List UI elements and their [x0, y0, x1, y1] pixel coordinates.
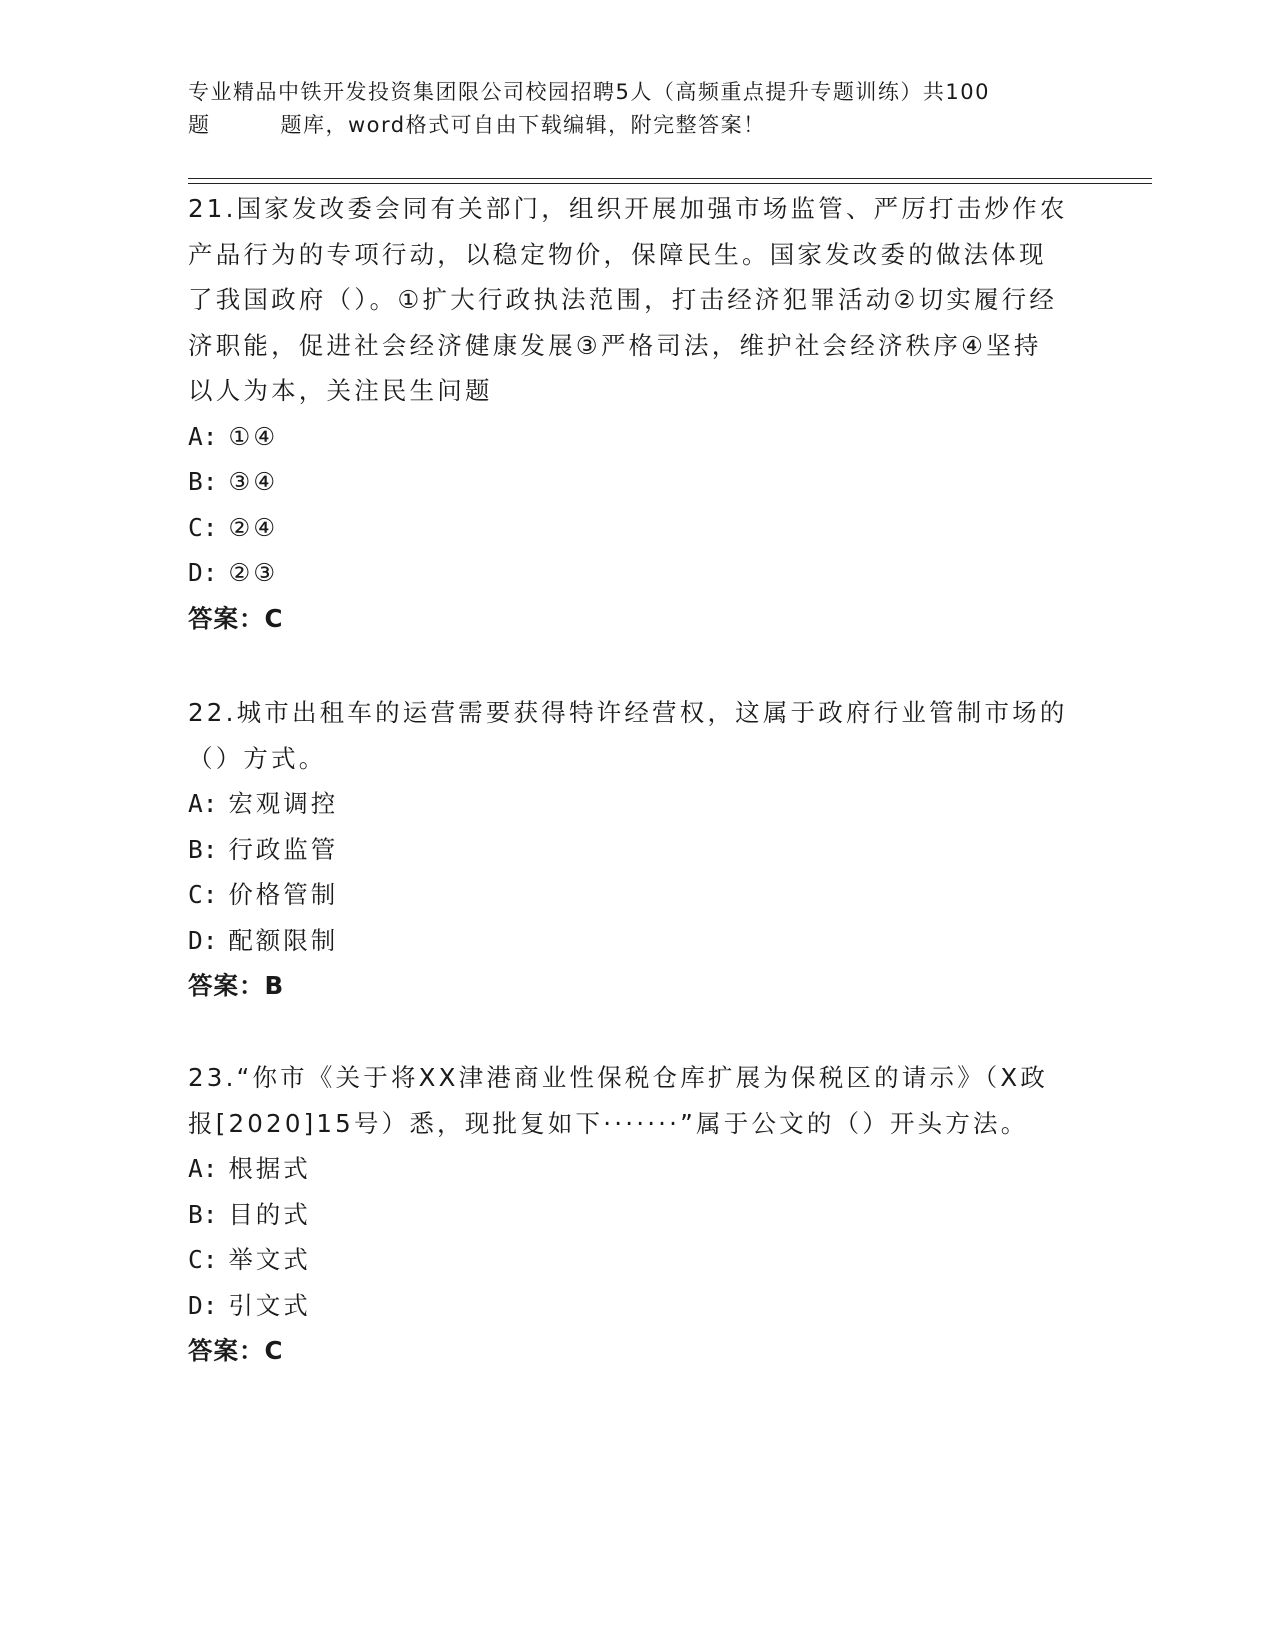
header-divider-top	[188, 178, 1152, 179]
option-key: C:	[188, 880, 218, 909]
option-key: A:	[188, 421, 218, 451]
option-d	[188, 550, 1068, 596]
option-key: D:	[188, 1290, 218, 1320]
option-b	[188, 827, 1068, 873]
header-subtitle-prefix: 题	[188, 113, 211, 137]
header-divider-bottom	[188, 183, 1152, 184]
answer-line: 答案：C	[188, 1336, 284, 1365]
answer-line: 答案：C	[188, 603, 284, 633]
question-stem: 23.“你市《关于将XX津港商业性保税仓库扩展为保税区的请示》（X政报[2020]15号）悉，现批复如下·······”属于公文的（）开头方法。	[188, 1063, 1049, 1138]
option-text: 配额限制	[228, 925, 339, 955]
option-b	[188, 1192, 1068, 1238]
option-text: 举文式	[228, 1245, 311, 1274]
option-key: B:	[188, 1199, 218, 1229]
option-text: 根据式	[228, 1154, 311, 1183]
option-d	[188, 1283, 1068, 1329]
question-stem: 21.国家发改委会同有关部门，组织开展加强市场监管、严厉打击炒作农产品行为的专项行动，以稳定物价，保障民生。国家发改委的做法体现了我国政府（）。①扩大行政执法范围，打击经济犯罪活动②切实履行经济职能，促进社会经济健康发展③严格司法，维护社会经济秩序④坚持以人为本，关注民生问题	[188, 194, 1068, 405]
option-text: 行政监管	[228, 834, 339, 864]
option-key: A:	[188, 1154, 218, 1183]
option-d	[188, 918, 1068, 964]
option-key: A:	[188, 789, 218, 818]
option-c	[188, 505, 1068, 551]
option-c	[188, 1237, 1068, 1283]
answer-line: 答案：B	[188, 971, 285, 1000]
option-key: C:	[188, 1245, 218, 1274]
option-text: 目的式	[228, 1199, 311, 1229]
question-21	[188, 186, 1068, 641]
document-header	[188, 76, 1088, 142]
option-a	[188, 781, 1068, 827]
option-key: D:	[188, 558, 218, 587]
option-text: ②③	[228, 558, 279, 587]
option-b	[188, 459, 1068, 505]
option-text: 引文式	[228, 1290, 311, 1320]
question-22	[188, 690, 1068, 1009]
option-a	[188, 1146, 1068, 1192]
header-subtitle-line	[188, 109, 1088, 142]
option-text: ①④	[228, 421, 279, 451]
option-text: 宏观调控	[228, 789, 339, 818]
question-23	[188, 1055, 1068, 1374]
option-text: ③④	[228, 467, 279, 496]
option-c	[188, 872, 1068, 918]
question-stem: 22.城市出租车的运营需要获得特许经营权，这属于政府行业管制市场的（）方式。	[188, 698, 1068, 773]
option-key: C:	[188, 512, 218, 542]
header-subtitle-text: 题库，word格式可自由下载编辑，附完整答案！	[280, 113, 766, 137]
option-a	[188, 414, 1068, 460]
option-text: ②④	[228, 512, 279, 542]
option-key: B:	[188, 467, 218, 496]
header-title-line: 专业精品中铁开发投资集团限公司校园招聘5人（高频重点提升专题训练）共100	[188, 80, 990, 104]
option-text: 价格管制	[228, 880, 339, 909]
option-key: B:	[188, 834, 218, 864]
option-key: D:	[188, 925, 218, 955]
